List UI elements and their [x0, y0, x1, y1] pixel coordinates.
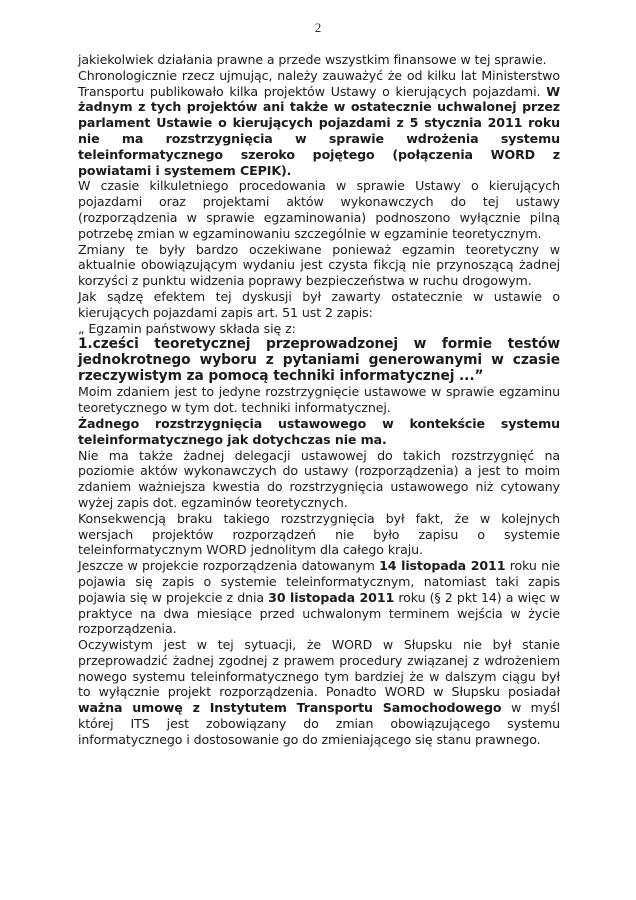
- paragraph-2-bold: W żadnym z tych projektów ani także w ostatecznie uchwalonej przez parlament Ustawie o kierujących pojazdami z 5 stycznia 2011 roku nie ma rozstrzygnięcia w sprawie wdrożenia systemu teleinformatycznego szeroko pojętego (połączenia WORD z powiatami i systemem CEPIK).: [78, 83, 560, 178]
- paragraph-1: jakiekolwiek działania prawne a przede wszystkim finansowe w tej sprawie.: [78, 52, 547, 67]
- paragraph-13-text-a: Oczywistym jest w tej sytuacji, że WORD w Słupsku nie był stanie przeprowadzić żadnej zgodnej z prawem procedury związanej z wdrożeniem nowego systemu teleinformatycznego tym bardziej że w dalszym ciągu był to wyłącznie projekt rozporządzenia. Ponadto WORD w Słupsku posiadał: [78, 637, 560, 700]
- date-30-nov: 30 listopada 2011: [268, 589, 395, 605]
- paragraph-12-text-c: roku (§ 2 pkt 14) a więc w praktyce na dwa miesiące przed uchwalonym terminem wejścia w życie rozporządzenia.: [78, 589, 561, 637]
- paragraph-12-text-a: Jeszcze w projekcie rozporządzenia datowanym: [78, 558, 375, 574]
- paragraph-12: [78, 558, 560, 637]
- paragraph-4: Zmiany te były bardzo oczekiwane ponieważ egzamin teoretyczny w aktualnie obowiązującym wydaniu jest czysta fikcją nie przynoszącą żadnej korzyści z punktu widzenia poprawy bezpieczeństwa w ruchu drogowym.: [78, 241, 560, 289]
- paragraph-13: [78, 637, 560, 748]
- paragraph-13-bold: ważna umowę z Instytutem Transportu Samochodowego: [78, 700, 502, 716]
- quote-body: 1.cześci teoretycznej przeprowadzonej w formie testów jednokrotnego wyboru z pytaniami generowanymi w czasie rzeczywistym za pomocą techniki informatycznej ...”: [78, 336, 560, 385]
- paragraph-10: Nie ma także żadnej delegacji ustawowej do takich rozstrzygnięć na poziomie aktów wykonawczych do ustawy (rozporządzenia) a jest to moim zdaniem ważniejsza kwestia do rozstrzygnięcia ustawowego niż cytowany wyżej zapis dot. egzaminów teoretycznych.: [78, 447, 560, 510]
- paragraph-13-text-b: w myśl której ITS jest zobowiązany do zmian obowiązującego systemu informatycznego i dostosowanie go do zmieniającego się stanu prawnego.: [78, 700, 561, 747]
- page-number: 2: [314, 20, 322, 35]
- paragraph-8: Moim zdaniem jest to jedyne rozstrzygnięcie ustawowe w sprawie egzaminu teoretycznego w tym dot. techniki informatycznej.: [78, 384, 560, 416]
- document-body: [78, 52, 560, 748]
- paragraph-12-text-b: roku nie pojawia się zapis o systemie teleinformatycznym, natomiast taki zapis pojawia się w projekcie z dnia: [78, 558, 561, 605]
- paragraph-9-bold: Żadnego rozstrzygnięcia ustawowego w kontekście systemu teleinformatycznego jak dotychczas nie ma.: [78, 415, 560, 447]
- paragraph-2: [78, 68, 560, 179]
- quote-intro: „ Egzamin państwowy składa się z:: [78, 320, 296, 336]
- paragraph-3: W czasie kilkuletniego procedowania w sprawie Ustawy o kierujących pojazdami oraz projektami aktów wykonawczych do tej ustawy (rozporządzenia w sprawie egzaminowania) podnoszono wyłącznie pilną potrzebę zmian w egzaminowaniu szczególnie w egzaminie teoretycznym.: [78, 178, 560, 241]
- paragraph-11: Konsekwencją braku takiego rozstrzygnięcia był fakt, że w kolejnych wersjach projektów rozporządzeń nie było zapisu o systemie teleinformatycznym WORD jednolitym dla całego kraju.: [78, 510, 560, 558]
- paragraph-2-text: Chronologicznie rzecz ujmując, należy zauważyć że od kilku lat Ministerstwo Transportu publikowało kilka projektów Ustawy o kierujących pojazdami.: [78, 67, 560, 99]
- date-14-nov: 14 listopada 2011: [379, 558, 506, 574]
- paragraph-5: Jak sądzę efektem tej dyskusji był zawarty ostatecznie w ustawie o kierujących pojazdami zapis art. 51 ust 2 zapis:: [78, 288, 560, 320]
